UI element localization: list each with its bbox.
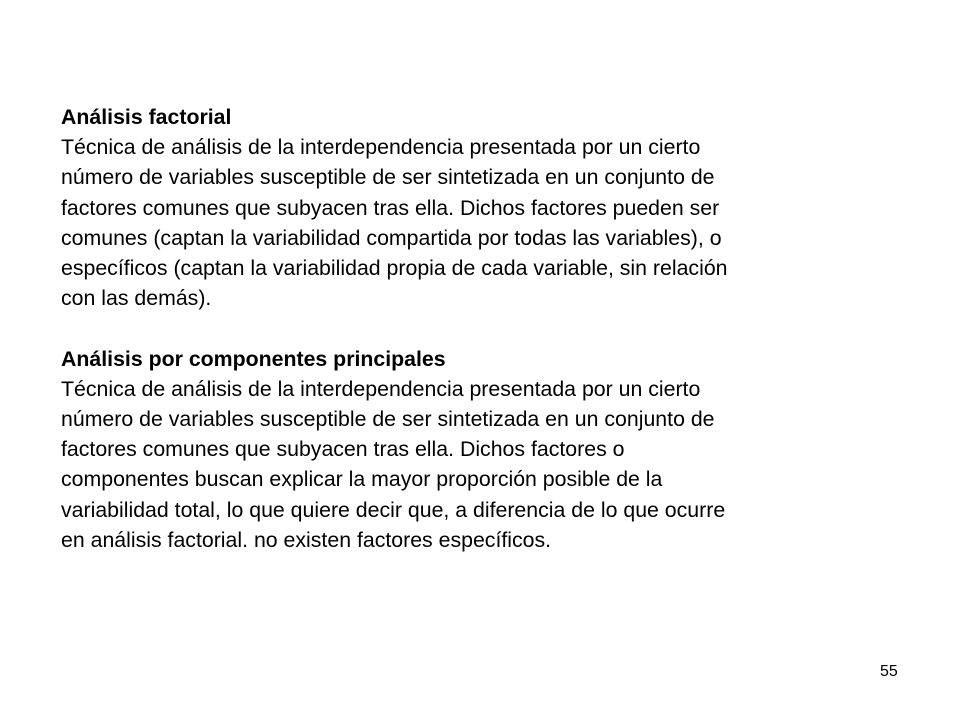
paragraph-line: con las demás). bbox=[61, 286, 212, 311]
section-title: Análisis por componentes principales bbox=[61, 346, 446, 371]
page-number: 55 bbox=[880, 663, 898, 680]
paragraph-line: factores comunes que subyacen tras ella. Dichos factores o bbox=[61, 437, 625, 462]
section-analisis-factorial bbox=[61, 102, 921, 313]
paragraph-line: número de variables susceptible de ser sintetizada en un conjunto de bbox=[61, 407, 715, 432]
paragraph-line: específicos (captan la variabilidad propia de cada variable, sin relación bbox=[61, 256, 728, 281]
paragraph-line: en análisis factorial. no existen factores específicos. bbox=[61, 527, 552, 552]
paragraph-line: Técnica de análisis de la interdependencia presentada por un cierto bbox=[61, 376, 701, 401]
slide-content bbox=[61, 102, 921, 555]
paragraph-line: variabilidad total, lo que quiere decir que, a diferencia de lo que ocurre bbox=[61, 497, 726, 522]
paragraph-line: Técnica de análisis de la interdependencia presentada por un cierto bbox=[61, 135, 701, 160]
section-title: Análisis factorial bbox=[61, 105, 232, 129]
paragraph-line: número de variables susceptible de ser sintetizada en un conjunto de bbox=[61, 165, 715, 190]
section-spacer bbox=[61, 313, 921, 343]
section-componentes-principales bbox=[61, 344, 921, 555]
paragraph-line: factores comunes que subyacen tras ella. Dichos factores pueden ser bbox=[61, 195, 720, 220]
paragraph-line: comunes (captan la variabilidad compartida por todas las variables), o bbox=[61, 225, 722, 250]
paragraph-line: componentes buscan explicar la mayor proporción posible de la bbox=[61, 467, 663, 492]
